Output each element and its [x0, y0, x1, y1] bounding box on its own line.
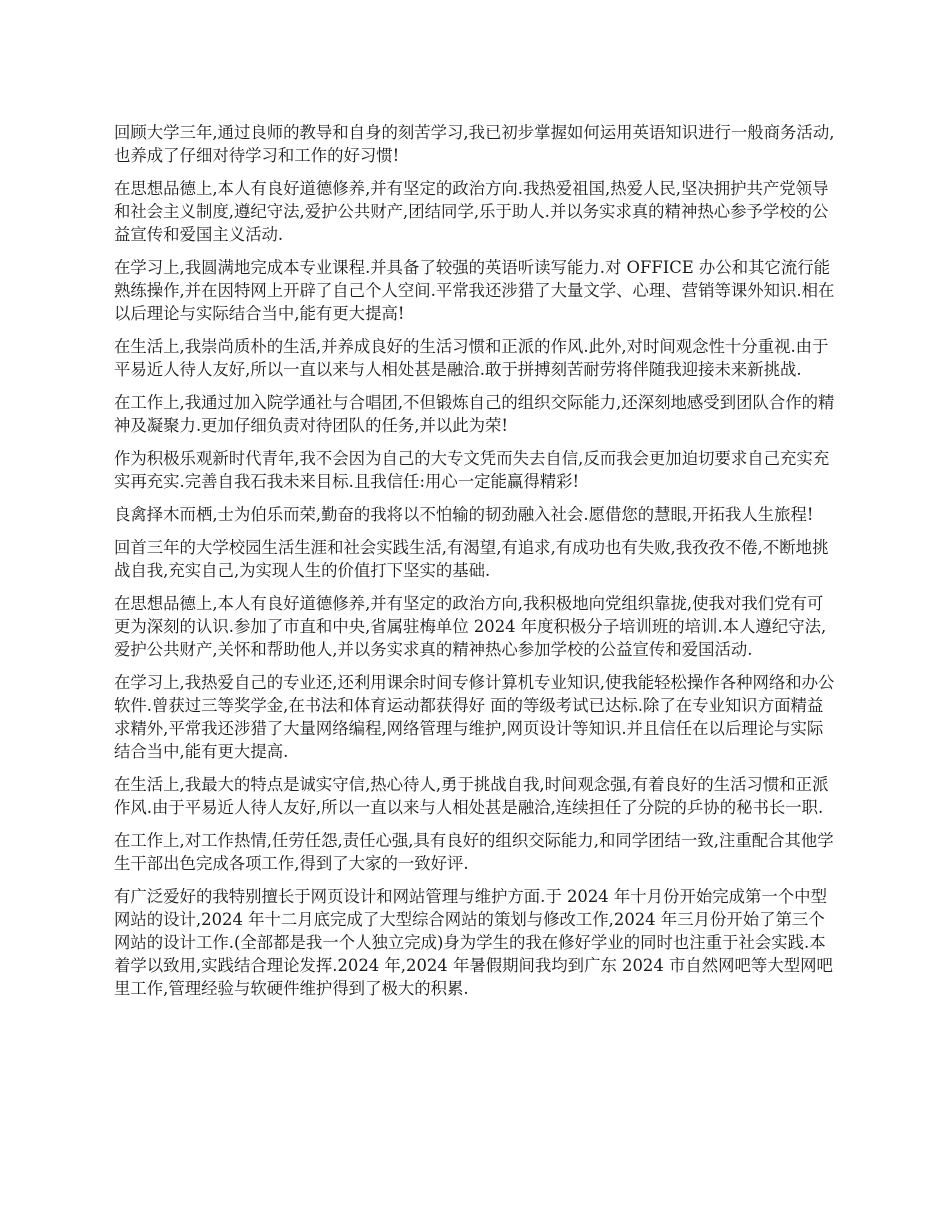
document-body [114, 121, 838, 1010]
paragraph-3: 在学习上,我圆满地完成本专业课程.并具备了较强的英语听读写能力.对 OFFICE 办公和其它流行能熟练操作,并在因特网上开辟了自己个人空间.平常我还涉猎了大量文学、心理、营销等课外知识.相在以后理论与实际结合当中,能有更大提高! [114, 258, 835, 323]
paragraph-9: 在思想品德上,本人有良好道德修养,并有坚定的政治方向,我积极地向党组织靠拢,使我对我们党有可更为深刻的认识.参加了市直和中央,省属驻梅单位 2024 年度积极分子培训班的培训.本人遵纪守法,爱护公共财产,关怀和帮助他人,并以务实求真的精神热心参加学校的公益宣传和爱国活动. [114, 594, 827, 659]
paragraph-8: 回首三年的大学校园生活生涯和社会实践生活,有渴望,有追求,有成功也有失败,我孜孜不倦,不断地挑战自我,充实自己,为实现人生的价值打下坚实的基础. [114, 538, 829, 580]
paragraph-11: 在生活上,我最大的特点是诚实守信,热心待人,勇于挑战自我,时间观念强,有着良好的生活习惯和正派作风.由于平易近人待人友好,所以一直以来与人相处甚是融洽,连续担任了分院的乒协的秘书长一职. [114, 775, 829, 817]
paragraph-6: 作为积极乐观新时代青年,我不会因为自己的大专文凭而失去自信,反而我会更加迫切要求自己充实充实再充实.完善自我石我未来目标.且我信任:用心一定能赢得精彩! [114, 449, 830, 491]
paragraph-5: 在工作上,我通过加入院学通社与合唱团,不但锻炼自己的组织交际能力,还深刻地感受到团队合作的精神及凝聚力.更加仔细负责对待团队的任务,并以此为荣! [114, 393, 835, 435]
paragraph-12: 在工作上,对工作热情,任劳任怨,责任心强,具有良好的组织交际能力,和同学团结一致,注重配合其他学生干部出色完成各项工作,得到了大家的一致好评. [114, 831, 834, 873]
paragraph-7: 良禽择木而栖,士为伯乐而荣,勤奋的我将以不怕输的韧劲融入社会.愿借您的慧眼,开拓我人生旅程! [114, 505, 814, 524]
paragraph-4: 在生活上,我崇尚质朴的生活,并养成良好的生活习惯和正派的作风.此外,对时间观念性十分重视.由于平易近人待人友好,所以一直以来与人相处甚是融洽.敢于拼搏刻苦耐劳将伴随我迎接未来新挑战. [114, 337, 829, 379]
paragraph-2: 在思想品德上,本人有良好道德修养,并有坚定的政治方向.我热爱祖国,热爱人民,坚决拥护共产党领导和社会主义制度,遵纪守法,爱护公共财产,团结同学,乐于助人.并以务实求真的精神热心参予学校的公益宣传和爱国主义活动. [114, 179, 829, 244]
paragraph-10: 在学习上,我热爱自己的专业还,还利用课余时间专修计算机专业知识,使我能轻松操作各种网络和办公软件.曾获过三等奖学金,在书法和体育运动都获得好 面的等级考试已达标.除了在专业知识方面精益求精外,平常我还涉猎了大量网络编程,网络管理与维护,网页设计等知识.并且信任在以后理论与实际结合当中,能有更大提高. [114, 673, 835, 761]
paragraph-1: 回顾大学三年,通过良师的教导和自身的刻苦学习,我已初步掌握如何运用英语知识进行一般商务活动,也养成了仔细对待学习和工作的好习惯! [114, 123, 835, 165]
paragraph-13: 有广泛爱好的我特别擅长于网页设计和网站管理与维护方面.于 2024 年十月份开始完成第一个中型网站的设计,2024 年十二月底完成了大型综合网站的策划与修改工作,2024 年三月份开始了第三个网站的设计工作.(全部都是我一个人独立完成)身为学生的我在修好学业的同时也注重于社会实践.本着学以致用,实践结合理论发挥.2024 年,2024 年暑假期间我均到广东 2024 市自然网吧等大型网吧里工作,管理经验与软硬件维护得到了极大的积累. [114, 887, 833, 998]
